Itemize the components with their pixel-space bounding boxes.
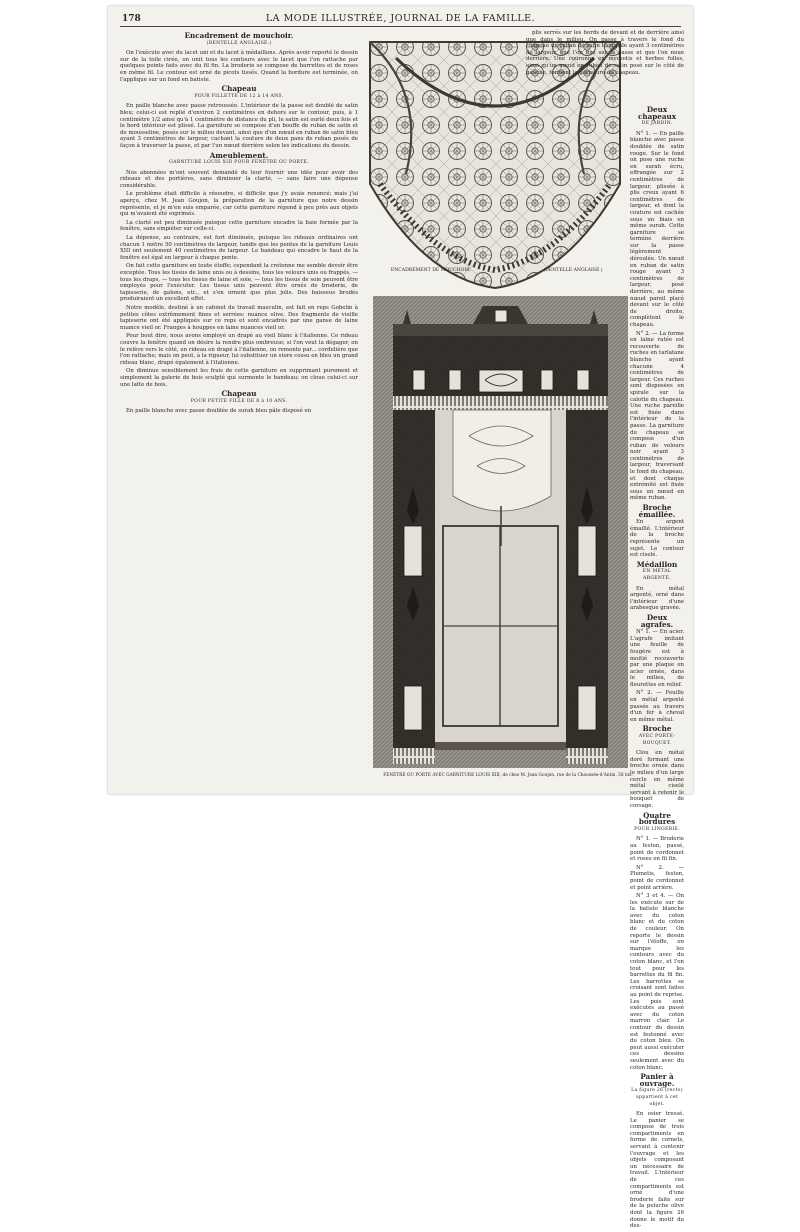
ameublement-paragraph: On fait cette garniture en toute étoffe; cependant la cretonne me semble devoir être exceptée. Tous les tissus de laine unis ou à dessins, tous les velours unis ou frappés, — tous les draps, — tous les tissus de laine et soie, — tous les tissus de soie peuvent être employés pour l'exécuter. Les tissus unis peuvent être ornés de broderie, de tapisserie, de galons, etc., et s'en ornent que plus jolis. Des baisseus brodés produiraient un excellent effet.	[120, 263, 358, 303]
broche-emaillee-text: En argent émaillé. L'intérieur de la broche représente un sujet. Le contour est ciselé.	[630, 519, 684, 559]
section-subtitle-encadrement: (DENTELLE ANGLAISE.)	[206, 40, 272, 46]
section-title-broche-emaillee: Broche émaillée.	[638, 503, 676, 519]
section-title-panier: Panier à ouvrage.	[639, 1072, 675, 1088]
page-header	[108, 10, 693, 30]
chapeau-petite-text: En paille blanche avec passe doublée de surah bleu pâle disposé en	[126, 408, 312, 415]
ameublement-paragraph: La clarté est peu diminuée puisque cette garniture encadre la baie formée par la fenêtre, sans empiéter sur celle-ci.	[120, 219, 358, 233]
section-title-chapeau-petite: Chapeau	[221, 389, 257, 399]
ameublement-paragraph: On diminue sensiblement les frais de cette garniture en supprimant purement et simplement la galerie de bois sculpté qui surmonte le bandeau; on cloue celui-ci sur une latte de bois.	[120, 368, 358, 388]
deux-chapeaux-paragraph: N° 1. — En paille blanche avec passe doublée de satin rouge. Sur le fond on pose une ruche en surah écru, effrangée sur 2 centimètres de largeur, plissée à plis creux ayant 6 centimètres de largeur, et dont la couture est cachée sous un biais en même surah. Cette garniture se termine derrière sur la passe légèrement déroulée. Un nœud en ruban de satin rouge ayant 3 centimètres de largeur, posé derrière, au même nœud pareil placé devant sur le côté de droite, complètent le chapeau.	[630, 130, 684, 328]
section-title-broche: Broche	[642, 724, 672, 734]
section-title-deux-chapeaux: Deux chapeaux	[637, 105, 677, 121]
ameublement-paragraph: Notre modèle, destiné à un cabinet de travail masculin, est fait en reps Gobelin à petites côtes extrêmement fines et serrées: nuance olive. Des fragments de vieille tapisserie ont été appliqués sur ce reps et sont encadrés par une ganse de laine nuance vieil or. Franges à houppes en laine nuances vieil or.	[120, 304, 358, 331]
lace-caption-right: (DENTELLE ANGLAISE.)	[543, 268, 603, 273]
broche-text: Clou en métal doré formant une broche ornée dans le milieu d'un large cercle en même métal ciselé servant à retenir le bouquet de corsage.	[630, 750, 684, 809]
page-number: 178	[122, 14, 141, 24]
ameublement-paragraph: Pour bout dire, nous avons employé un drapé au vieil blanc à l'italienne. Ce rideau couvre la fenêtre quand on désire la rendre plus ombreuse; si l'on veut la dégager, on le relève vers le côté, un rideau en drapé à l'italienne, on remonte par... cordelière que l'on rattache; mais on peut, à la rigueur, lui substituer un store cossu en bleu un grand rideau blanc, drapé également à l'italienne.	[120, 333, 358, 366]
chapeau-fillette-text: En paille blanche avec passe retroussée. L'intérieur de la passe est doublé de satin bleu; celui-ci est replié d'environ 2 centimètres en dehors sur le contour, puis, à 1 centimètre 1/2 ainsi qu'à 1 centimètre de distance du pli, le satin est ourlé deux fois et le bord intérieur est plissé. La garniture se compose d'un bouffe de ruban de satin et de mousseline, posés sur le milieu devant, ainsi que d'un nœud en ruban de satin bleu ayant 3 centimètres de largeur, cachant la couture de deux pans de ruban posés de façon à traverser la passe, et par l'un nœud derrière selon les indications du dessin.	[120, 103, 358, 149]
left-column	[120, 30, 358, 417]
medaillon-text: En métal argenté, orné dans l'intérieur d'une arabesque gravée.	[630, 585, 684, 612]
section-subtitle-chapeau-petite: POUR PETITE FILLE DE 8 à 10 ANS.	[190, 398, 288, 404]
section-title-encadrement: Encadrement de mouchoir.	[184, 31, 294, 40]
right-column	[630, 104, 684, 1232]
section-subtitle-ameublement: GARNITURE LOUIS XIII POUR FENÊTRE OU PORTE.	[169, 160, 309, 166]
bordures-paragraph: N° 1. — Broderie au feston, passé, point de cordonnet et roses en fil fin.	[630, 836, 684, 863]
ameublement-paragraph: Nos abonnées m'ont souvent demandé de leur fournir une idée pour avoir des rideaux et des portières, sans diminuer la clarté, — sans faire une dépense considérable.	[120, 169, 358, 189]
window-curtain-illustration	[373, 296, 628, 768]
running-head: LA MODE ILLUSTRÉE, JOURNAL DE LA FAMILLE.	[265, 13, 536, 24]
header-rule	[120, 26, 681, 27]
section-title-ameublement: Ameublement.	[209, 150, 269, 160]
bordures-paragraph: N° 2. — Plumetis, feston, point de cordonnet et point arrière.	[630, 864, 684, 891]
ameublement-paragraph: Le problème était difficile à résoudre, si difficile que j'y avais renoncé; mais j'ai aperçu, chez M. Jean Goujon, la préparation de la garniture que notre dessin représente, et je m'en suis emparée, car cette garniture répond à peu près aux objets qui m'avaient été exprimés.	[120, 191, 358, 218]
section-subtitle-chapeau-fillette: POUR FILLETTE DE 12 à 14 ANS.	[194, 93, 284, 99]
section-subtitle-quatre-bordures: POUR LINGERIE.	[634, 826, 680, 832]
section-title-deux-agrafes: Deux agrafes.	[640, 612, 674, 629]
section-subtitle-medaillon: EN MÉTAL ARGENTÉ.	[642, 569, 672, 581]
encadrement-text: On l'exécute avec du lacet uni et du lacet à médaillons. Après avoir reporté le dessin sur de la toile cirée, on unit tous les contours avec le lacet que l'on rattache par quelques points faits avec du fil fin. La broderie se compose de barrettes et de roses en même fil. Le contour est orné de picots tissés. Quand la bordure est terminée, on l'applique sur un fond en batiste.	[120, 50, 358, 83]
bordures-paragraph: N° 3 et 4. — On les exécute sur de la batiste blanche avec du coton blanc et du coton de couleur. On reporte le dessin sur l'étoffe, on marque les contours avec du coton blanc, et l'on tout pour les barrettes du fil fin. Les barrettes se croisant sont faites au point de reprise. Les pois sont exécutés au passé avec du coton marron clair. Le contour du dessin est festonné avec du coton bleu. On peut aussi exécuter ces dessins seulement avec du coton blanc.	[630, 893, 684, 1071]
chapeau-petite-continued: plis serrés sur les bords de devant et de derrière ainsi que dans le milieu. On passe à travers le fond du chapeau un ruban de satin bleu pâle ayant 3 centimètres de largeur, que l'on fixe sur la passe et que l'on noue derrière. Une couronne en myosotis et herbes folles, ainsi qu'un nœud en ruban de satin posé sur le côté de gauche, forment la garniture du chapeau.	[526, 30, 684, 76]
section-subtitle-panier: La figure 26 (recto) appartient à cet objet.	[631, 1088, 683, 1107]
section-subtitle-deux-chapeaux: DE JARDIN.	[641, 121, 673, 127]
journal-page	[108, 6, 693, 1230]
panier-text: En osier tressé. Le panier se compose de trois compartiments en forme de cornets, servant à contenir l'ouvrage et les objets composant un nécessaire de travail. L'intérieur de ces compartiments est orné d'une broderie faite sur de la peluche olive dont la figure 26 donne le motif du des-	[630, 1111, 684, 1230]
window-caption: FENÊTRE OU PORTE AVEC GARNITURE LOUIS XIII, de chez M. Jean Goujon, rue de la Chaussée-d'Antin, 58 bis.	[383, 773, 633, 778]
lace-caption-left: ENCADREMENT DE MOUCHOIR.	[390, 268, 472, 273]
agrafes-paragraph: N° 1. — En acier. L'agrafe imitant une feuille de fougère est à moitié recouverte par une plaque en acier ornée, dans le milieu, de fleurettes en relief.	[630, 629, 684, 688]
section-title-quatre-bordures: Quatre bordures	[638, 810, 676, 827]
section-subtitle-broche: AVEC PORTE-BOUQUET.	[638, 734, 676, 746]
agrafes-paragraph: N° 2. — Feuille en métal argenté passée au travers d'un fer à cheval en même métal.	[630, 690, 684, 723]
ameublement-paragraph: La dépense, au contraire, est fort diminuée, puisque les rideaux ordinaires ont chacun 1 mètre 50 centimètres de largeur, tandis que les pentes de la garniture Louis XIII ont seulement 40 centimètres de largeur. Le bandeau qui encadre le haut de la fenêtre est égal en largeur à chaque pente.	[120, 235, 358, 261]
section-title-medaillon: Médaillon	[636, 559, 678, 569]
deux-chapeaux-paragraph: N° 2. — La forme en laine ratée est recouverte de ruches en tarlatane blanche ayant chacune 4 centimètres de largeur. Ces ruches sont disposées en spirale sur la calotte du chapeau. Une ruche pareille est fixée dans l'intérieur de la passe. La garniture du chapeau se compose d'un ruban de velours noir ayant 3 centimètres de largeur, traversant le fond du chapeau, et dont chaque extrémité est fixée sous un nœud en même ruban.	[630, 330, 684, 502]
section-title-chapeau-fillette: Chapeau	[221, 84, 257, 94]
right-column-top	[526, 30, 684, 78]
